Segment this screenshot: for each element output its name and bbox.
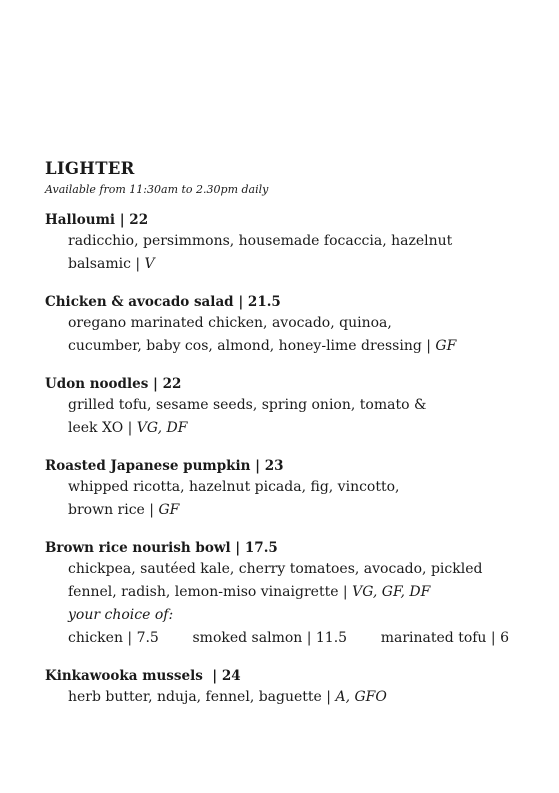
choice-marinated-tofu: marinated tofu | 6	[380, 630, 509, 646]
dietary-tags: VG, DF	[136, 420, 188, 436]
desc-text: brown rice |	[68, 502, 159, 518]
menu-item-halloumi	[45, 210, 539, 276]
item-name-price: Halloumi | 22	[45, 212, 149, 228]
menu-item-udon-noodles	[45, 374, 539, 440]
dietary-tags: V	[144, 256, 155, 272]
desc-line	[68, 335, 539, 358]
desc-line: chickpea, sautéed kale, cherry tomatoes, avocado, pickled	[68, 561, 483, 577]
dietary-tags: VG, GF, DF	[352, 584, 431, 600]
choice-smoked-salmon: smoked salmon | 11.5	[192, 630, 348, 646]
dietary-tags: GF	[158, 502, 180, 518]
item-name-price: Kinkawooka mussels | 24	[45, 668, 241, 684]
desc-line	[68, 253, 539, 276]
desc-line	[68, 686, 539, 709]
item-name-price: Roasted Japanese pumpkin | 23	[45, 458, 284, 474]
desc-line	[68, 581, 539, 604]
desc-line: oregano marinated chicken, avocado, quinoa,	[68, 315, 392, 331]
item-description	[68, 476, 539, 522]
desc-text: cucumber, baby cos, almond, honey-lime dressing |	[68, 338, 436, 354]
desc-text: leek XO |	[68, 420, 137, 436]
desc-text: balsamic |	[68, 256, 145, 272]
menu-item-chicken-avocado-salad	[45, 292, 539, 358]
dietary-tags: A, GFO	[335, 689, 387, 705]
menu-page	[45, 158, 539, 709]
desc-line: radicchio, persimmons, housemade focaccia, hazelnut	[68, 233, 453, 249]
item-description	[68, 558, 539, 627]
section-subtitle: Available from 11:30am to 2.30pm daily	[45, 183, 269, 196]
item-description	[68, 686, 539, 709]
choice-chicken: chicken | 7.5	[68, 630, 159, 646]
menu-item-roasted-japanese-pumpkin	[45, 456, 539, 522]
item-name-price: Chicken & avocado salad | 21.5	[45, 294, 281, 310]
desc-line: grilled tofu, sesame seeds, spring onion, tomato &	[68, 397, 427, 413]
desc-line	[68, 417, 539, 440]
desc-text: herb butter, nduja, fennel, baguette |	[68, 689, 336, 705]
item-description	[68, 312, 539, 358]
item-name-price: Brown rice nourish bowl | 17.5	[45, 540, 278, 556]
item-description	[68, 230, 539, 276]
menu-item-brown-rice-nourish-bowl	[45, 538, 539, 650]
desc-line	[68, 499, 539, 522]
desc-text: fennel, radish, lemon-miso vinaigrette |	[68, 584, 353, 600]
add-on-choices	[68, 627, 509, 650]
item-description	[68, 394, 539, 440]
choice-label: your choice of:	[68, 607, 174, 623]
section-title: LIGHTER	[45, 159, 135, 178]
dietary-tags: GF	[435, 338, 457, 354]
item-name-price: Udon noodles | 22	[45, 376, 182, 392]
menu-item-kinkawooka-mussels	[45, 666, 539, 709]
desc-line: whipped ricotta, hazelnut picada, fig, vincotto,	[68, 479, 400, 495]
